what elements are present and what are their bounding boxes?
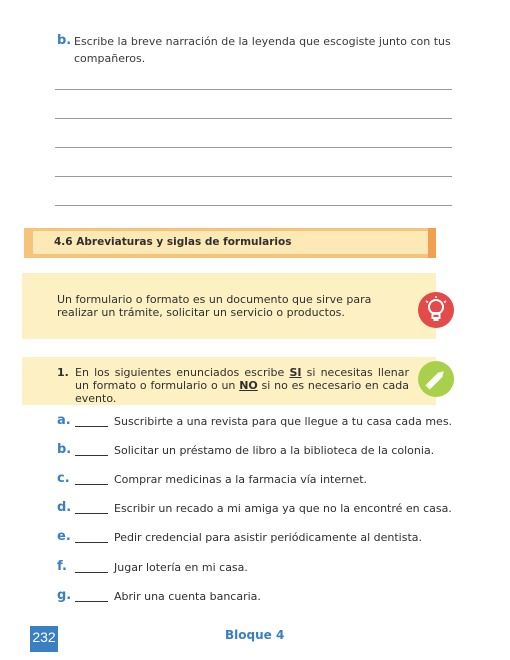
answer-blank[interactable] (75, 572, 108, 573)
activity-text-part: si necesitas llenar un formato o formulario o un (75, 366, 409, 392)
activity-text-part: si no es necesario en cada evento. (75, 379, 409, 405)
activity-si-keyword: SI (289, 366, 302, 379)
answer-blank[interactable] (75, 426, 108, 427)
activity-no-keyword: NO (239, 379, 258, 392)
item-letter: d. (57, 500, 72, 515)
item-letter: g. (57, 588, 72, 603)
writing-line[interactable] (55, 147, 452, 148)
answer-blank[interactable] (75, 513, 108, 514)
item-text: Comprar medicinas a la farmacia vía internet. (114, 473, 368, 486)
writing-line[interactable] (55, 176, 452, 177)
item-text: Abrir una cuenta bancaria. (114, 590, 261, 603)
pencil-icon (418, 361, 454, 397)
part-b-instruction: Escribe la breve narración de la leyenda que escogiste junto con tus compañeros. (74, 35, 451, 65)
activity-text-part: En los siguientes enunciados escribe (75, 366, 290, 379)
answer-blank[interactable] (75, 542, 108, 543)
writing-line[interactable] (55, 89, 452, 90)
item-letter: c. (57, 471, 70, 486)
section-title: 4.6 Abreviaturas y siglas de formularios (54, 236, 292, 248)
writing-line[interactable] (55, 205, 452, 206)
activity-number: 1. (57, 366, 69, 379)
item-letter: e. (57, 529, 71, 544)
page-number: 232 (32, 629, 56, 645)
activity-instruction (75, 366, 409, 405)
item-letter: f. (57, 559, 67, 574)
item-letter: a. (57, 413, 71, 428)
item-text: Solicitar un préstamo de libro a la biblioteca de la colonia. (114, 444, 435, 457)
item-text: Pedir credencial para asistir periódicamente al dentista. (114, 531, 422, 544)
answer-blank[interactable] (75, 484, 108, 485)
item-text: Suscribirte a una revista para que llegue a tu casa cada mes. (114, 415, 453, 428)
item-letter: b. (57, 442, 72, 457)
answer-blank[interactable] (75, 455, 108, 456)
section-header-edge (428, 228, 436, 258)
writing-line[interactable] (55, 118, 452, 119)
part-b-letter: b. (57, 33, 72, 48)
item-text: Escribir un recado a mi amiga ya que no la encontré en casa. (114, 502, 452, 515)
lightbulb-icon (418, 292, 454, 328)
answer-blank[interactable] (75, 601, 108, 602)
block-label: Bloque 4 (225, 628, 285, 642)
item-text: Jugar lotería en mi casa. (114, 561, 248, 574)
info-text: Un formulario o formato es un documento que sirve para realizar un trámite, solicitar un servicio o productos. (57, 293, 372, 319)
